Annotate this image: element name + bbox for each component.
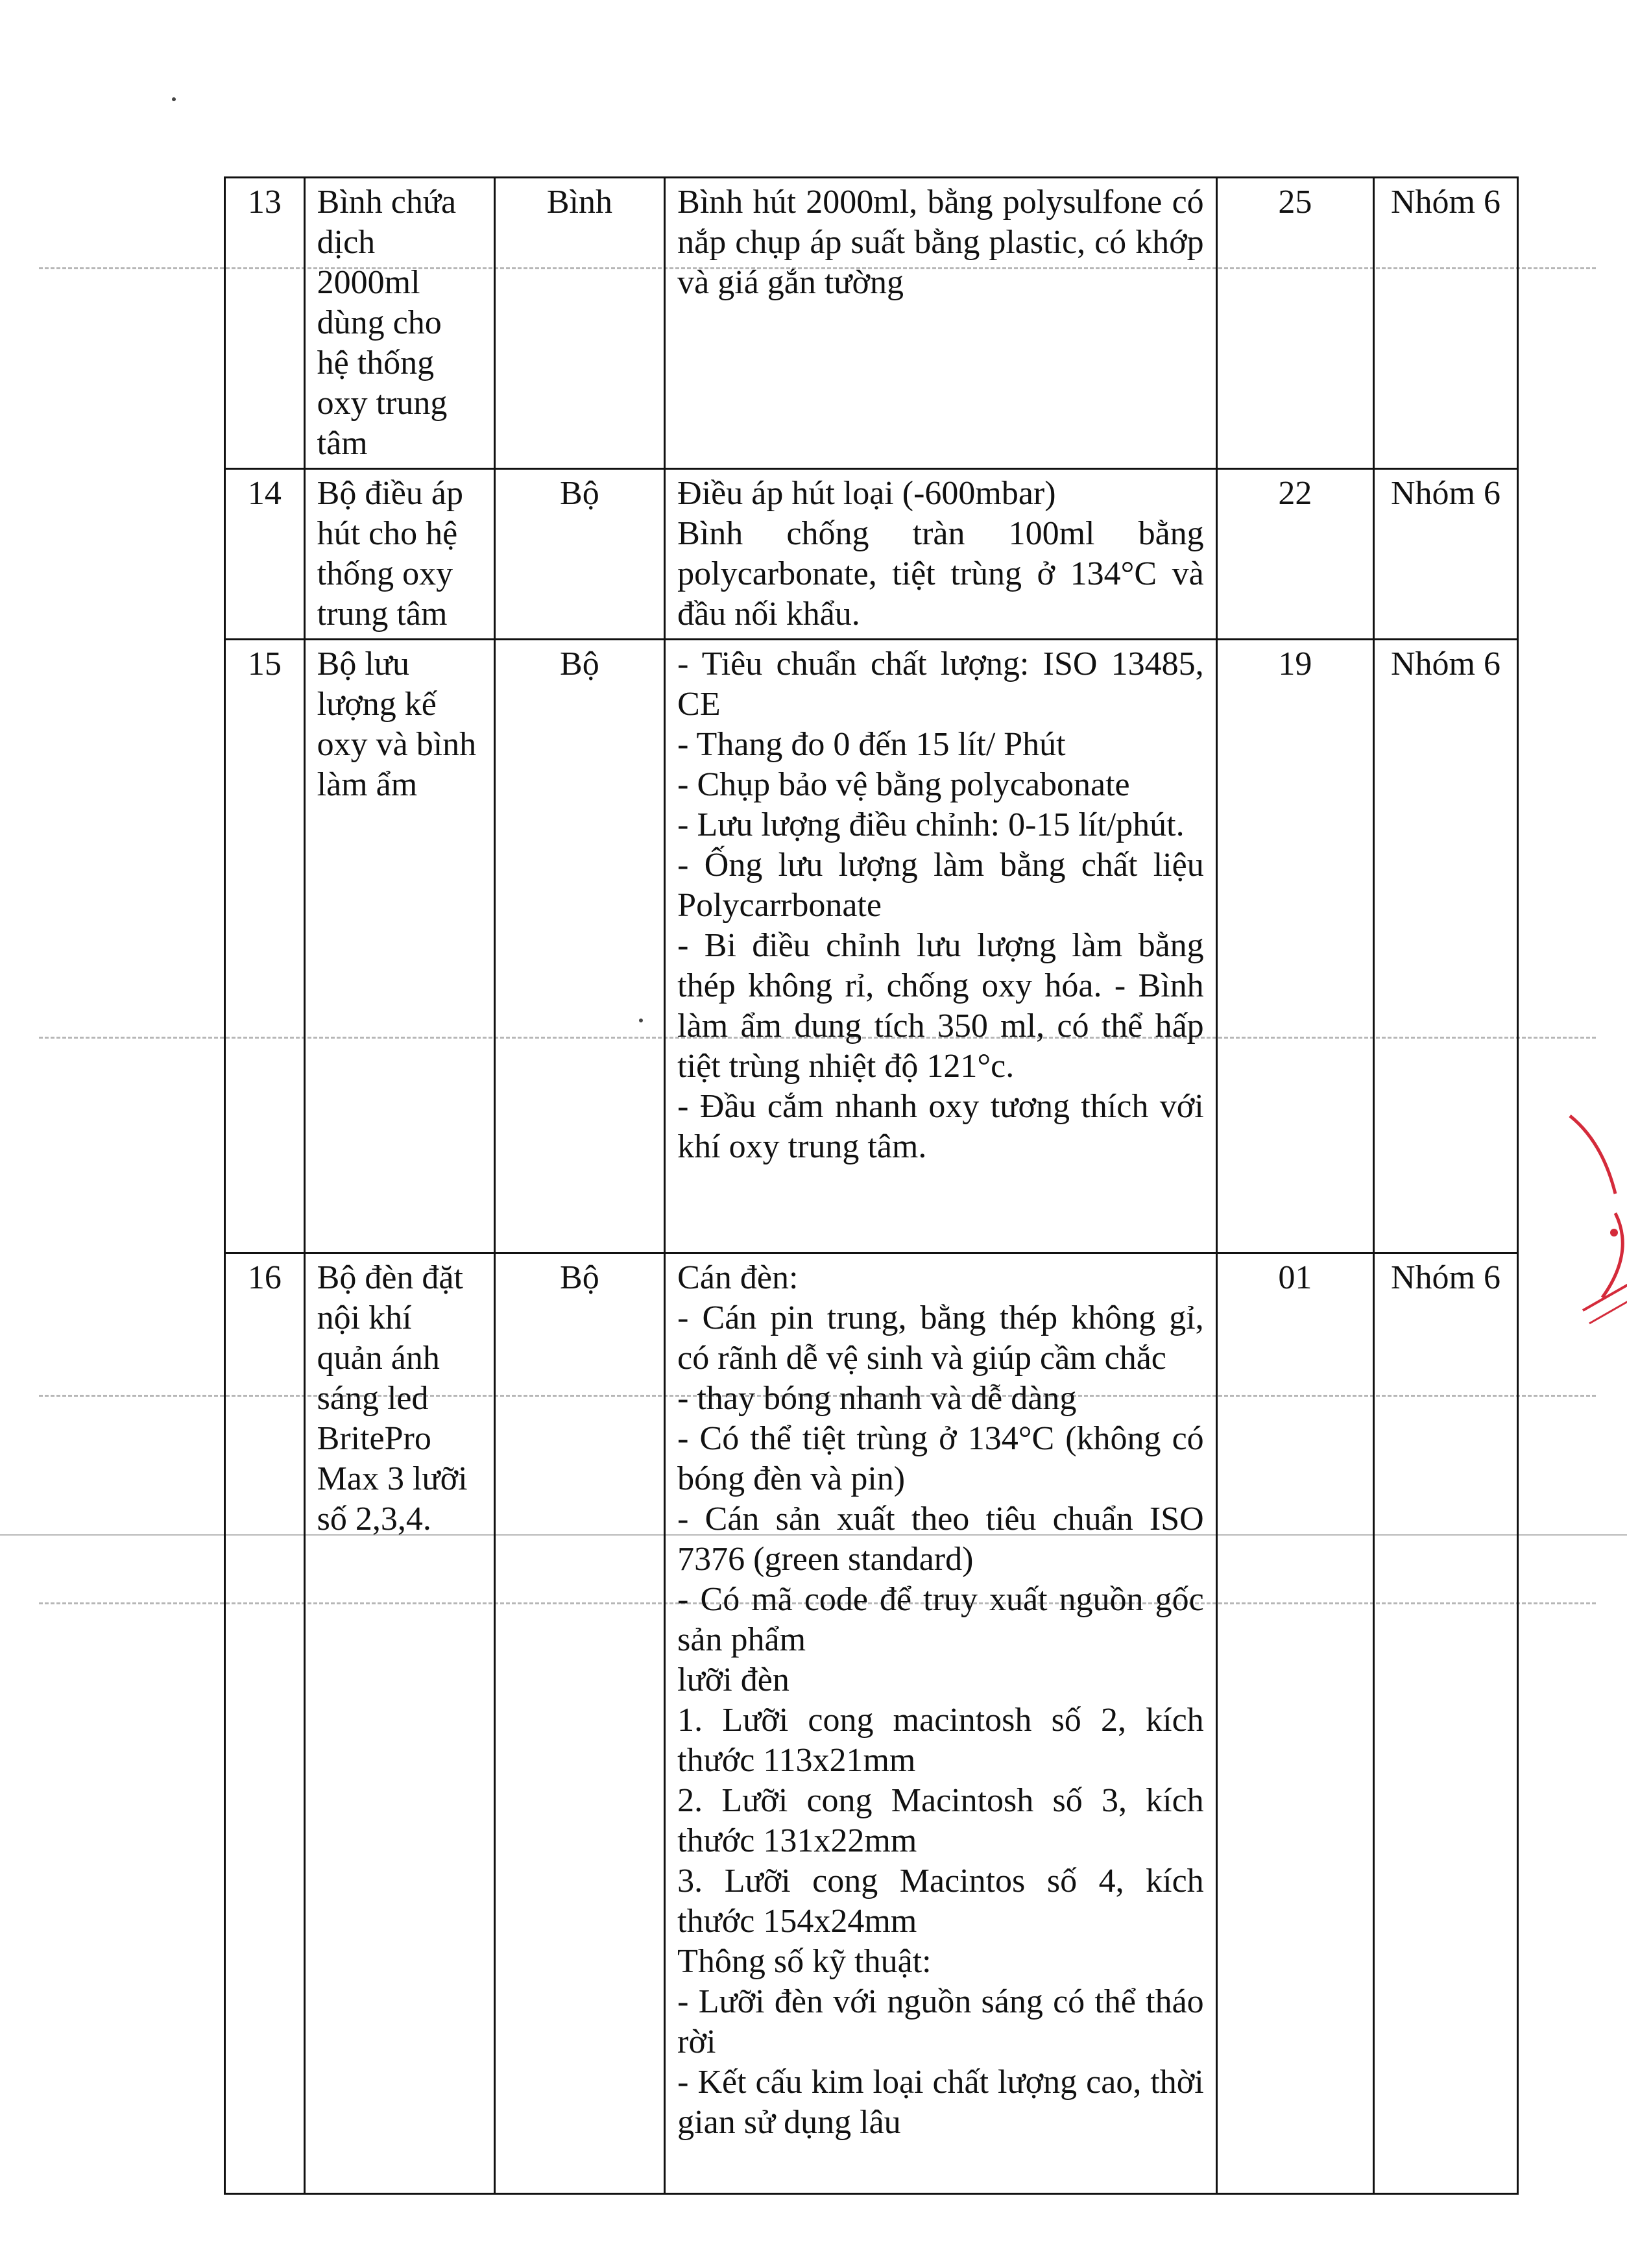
spec-line: 1. Lưỡi cong macintosh số 2, kích thước 113x21mm (677, 1702, 1204, 1779)
spec-line: Bình chống tràn 100ml bằng polycarbonate, tiệt trùng ở 134°C và đầu nối khẩu. (677, 515, 1204, 633)
spec-line: - Lưỡi đèn với nguồn sáng có thể tháo rời (677, 1983, 1204, 2060)
name-cell: Bộ đèn đặt nội khí quản ánh sáng led BritePro Max 3 lưỡi số 2,3,4. (304, 1253, 494, 2194)
unit-cell: Bình (494, 178, 665, 469)
seal-stamp-icon (1563, 1103, 1627, 1336)
group-cell: Nhóm 6 (1373, 469, 1517, 640)
spec-line: Cán đèn: (677, 1259, 799, 1296)
spec-line: - Tiêu chuẩn chất lượng: ISO 13485, CE (677, 645, 1204, 723)
stt-cell: 13 (225, 178, 305, 469)
group-cell: Nhóm 6 (1373, 640, 1517, 1253)
group-cell: Nhóm 6 (1373, 178, 1517, 469)
equipment-table (224, 176, 1519, 2195)
group-cell: Nhóm 6 (1373, 1253, 1517, 2194)
spec-line: - Đầu cắm nhanh oxy tương thích với khí oxy trung tâm. (677, 1088, 1204, 1165)
unit-cell: Bộ (494, 640, 665, 1253)
spec-line: - Kết cấu kim loại chất lượng cao, thời gian sử dụng lâu (677, 2064, 1204, 2141)
qty-cell: 19 (1216, 640, 1373, 1253)
spec-line: - Lưu lượng điều chỉnh: 0-15 lít/phút. (677, 806, 1185, 843)
spec-line: - Có thể tiệt trùng ở 134°C (không có bóng đèn và pin) (677, 1420, 1204, 1497)
qty-cell: 25 (1216, 178, 1373, 469)
qty-cell: 01 (1216, 1253, 1373, 2194)
unit-cell: Bộ (494, 1253, 665, 2194)
spec-line: lưỡi đèn (677, 1661, 789, 1698)
table-row (225, 178, 1518, 469)
spec-line: - Cán sản xuất theo tiêu chuẩn ISO 7376 (green standard) (677, 1501, 1204, 1578)
spec-line: Thông số kỹ thuật: (677, 1943, 932, 1980)
table-row (225, 640, 1518, 1253)
table-row (225, 469, 1518, 640)
spec-line: - Bi điều chỉnh lưu lượng làm bằng thép không rỉ, chống oxy hóa. - Bình làm ẩm dung tích 350 ml, có thể hấp tiệt trùng nhiệt độ 121°c. (677, 927, 1204, 1085)
spec-line: - Cán pin trung, bằng thép không gỉ, có rãnh dễ vệ sinh và giúp cầm chắc (677, 1299, 1204, 1377)
spec-line: - Thang đo 0 đến 15 lít/ Phút (677, 726, 1066, 763)
spec-line: Điều áp hút loại (-600mbar) (677, 475, 1056, 512)
name-cell: Bộ điều áp hút cho hệ thống oxy trung tâm (304, 469, 494, 640)
qty-cell: 22 (1216, 469, 1373, 640)
unit-cell: Bộ (494, 469, 665, 640)
spec-line: - Chụp bảo vệ bằng polycabonate (677, 766, 1130, 803)
table-row (225, 1253, 1518, 2194)
spec-cell (665, 469, 1217, 640)
spec-line: 2. Lưỡi cong Macintosh số 3, kích thước 131x22mm (677, 1782, 1204, 1859)
name-cell: Bộ lưu lượng kế oxy và bình làm ẩm (304, 640, 494, 1253)
stt-cell: 14 (225, 469, 305, 640)
spec-cell (665, 178, 1217, 469)
stt-cell: 16 (225, 1253, 305, 2194)
spec-line: 3. Lưỡi cong Macintos số 4, kích thước 154x24mm (677, 1863, 1204, 1940)
spec-cell (665, 1253, 1217, 2194)
spec-line: - Ống lưu lượng làm bằng chất liệu Polycarrbonate (677, 847, 1204, 924)
speck (172, 97, 176, 101)
spec-cell (665, 640, 1217, 1253)
spec-line: - Có mã code để truy xuất nguồn gốc sản phẩm (677, 1581, 1204, 1658)
stt-cell: 15 (225, 640, 305, 1253)
spec-line: - thay bóng nhanh và dễ dàng (677, 1380, 1077, 1417)
spec-line: Bình hút 2000ml, bằng polysulfone có nắp chụp áp suất bằng plastic, có khớp và giá gắn tường (677, 184, 1204, 301)
name-cell: Bình chứa dịch 2000ml dùng cho hệ thống oxy trung tâm (304, 178, 494, 469)
